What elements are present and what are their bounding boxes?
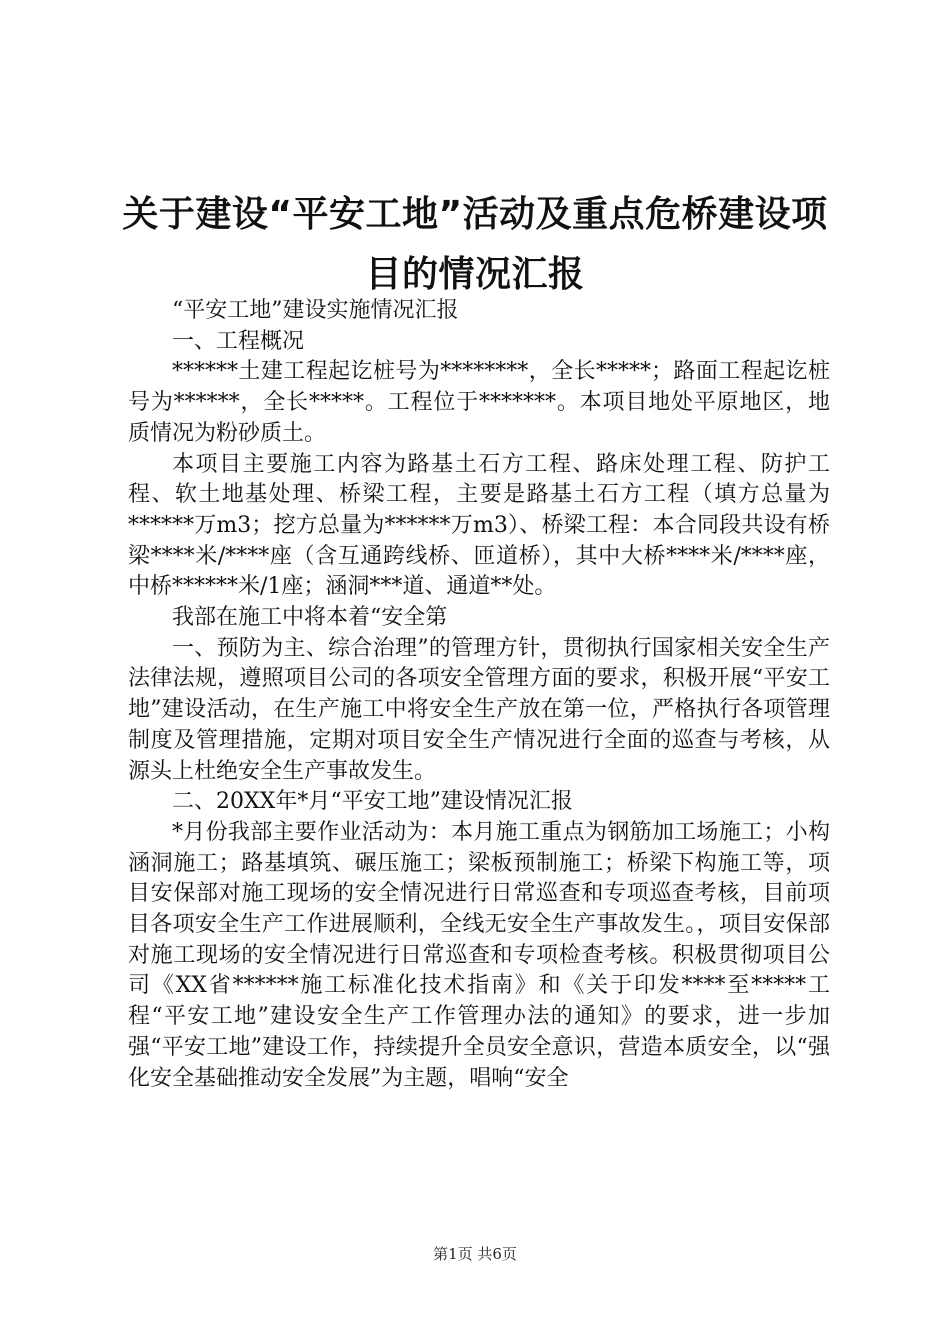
paragraph-safety-principle-start: 我部在施工中将本着“安全第 bbox=[172, 605, 448, 631]
paragraph-monthly-report-heading: 二、20XX年*月“平安工地”建设情况汇报 bbox=[172, 789, 573, 815]
paragraph-safety-policy: 一、预防为主、综合治理”的管理方针，贯彻执行国家相关安全生产法律法规，遵照项目公司的各项安全管理方面的要求，积极开展“平安工地”建设活动，在生产施工中将安全生产放在第一位，严格执行各项管理制度及管理措施，定期对项目安全生产情况进行全面的巡查与考核，从源头上杜绝安全生产事故发生。 bbox=[128, 635, 830, 784]
document-title: 关于建设“平安工地”活动及重点危桥建设项目的情况汇报 bbox=[122, 194, 828, 295]
paragraph-monthly-activities: *月份我部主要作业活动为：本月施工重点为钢筋加工场施工；小构涵洞施工；路基填筑、碾压施工；梁板预制施工；桥梁下构施工等，项目安保部对施工现场的安全情况进行日常巡查和专项巡查考核，目前项目各项安全生产工作进展顺利，全线无安全生产事故发生。，项目安保部对施工现场的安全情况进行日常巡查和专项检查考核。积极贯彻项目公司《XX省******施工标准化技术指南》和《关于印发****至*****工程“平安工地”建设安全生产工作管理办法的通知》的要求，进一步加强“平安工地”建设工作，持续提升全员安全意识，营造本质安全，以“强化安全基础推动安全发展”为主题，唱响“安全 bbox=[128, 819, 830, 1091]
paragraph-project-overview-heading: 一、工程概况 bbox=[172, 328, 305, 354]
paragraph-construction-content: 本项目主要施工内容为路基土石方工程、路床处理工程、防护工程、软土地基处理、桥梁工程，主要是路基土石方工程（填方总量为******万m3；挖方总量为******万m3）、桥梁工程：本合同段共设有桥梁****米/****座（含互通跨线桥、匝道桥），其中大桥****米/****座，中桥******米/1座；涵洞***道、通道**处。 bbox=[128, 451, 830, 600]
document-body bbox=[128, 296, 830, 1094]
page-footer: 第1页 共6页 bbox=[433, 1245, 517, 1263]
paragraph-project-location: ******土建工程起讫桩号为********，全长*****；路面工程起讫桩号为******，全长*****。工程位于*******。本项目地处平原地区，地质情况为粉砂质土。 bbox=[128, 359, 830, 446]
paragraph-section-heading: “平安工地”建设实施情况汇报 bbox=[172, 298, 459, 323]
